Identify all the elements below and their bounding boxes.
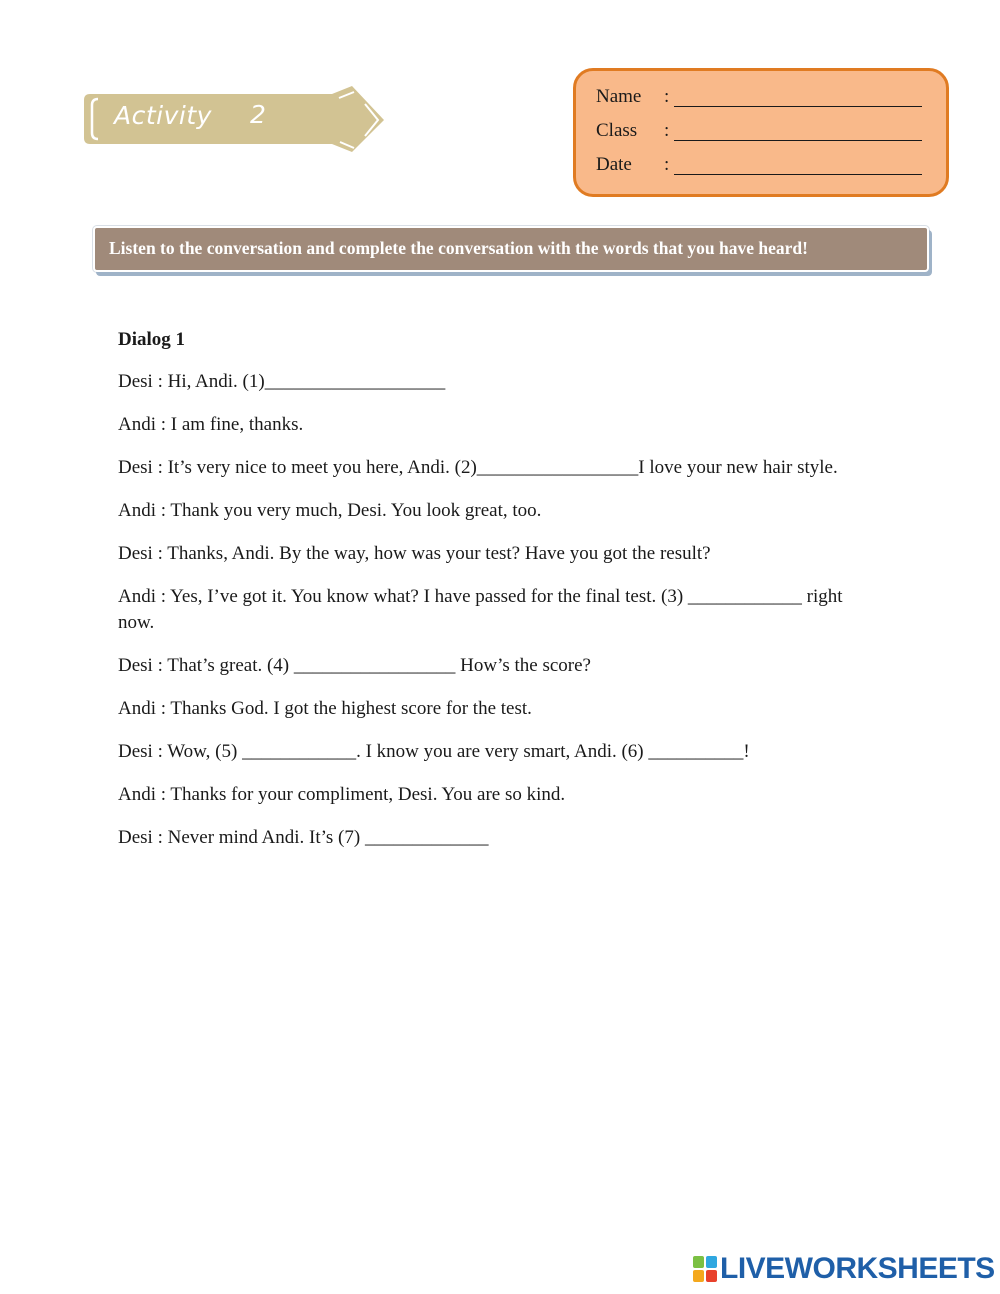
name-input-line[interactable] xyxy=(674,106,922,107)
student-info-box xyxy=(573,68,949,197)
instruction-bar xyxy=(93,226,929,272)
dialog-line: Andi : Thank you very much, Desi. You look great, too. xyxy=(118,500,542,521)
logo-mark-icon xyxy=(693,1256,717,1282)
name-label: Name xyxy=(596,86,642,107)
dialog-line: Andi : I am fine, thanks. xyxy=(118,414,304,435)
dialog-line: Desi : Thanks, Andi. By the way, how was your test? Have you got the result? xyxy=(118,543,711,564)
activity-label: Activity xyxy=(114,101,212,130)
dialog-line: Desi : It’s very nice to meet you here, Andi. (2)_________________I love your new hair style. xyxy=(118,457,838,478)
activity-number: 2 xyxy=(250,100,266,129)
logo-text: LIVEWORKSHEETS xyxy=(720,1252,995,1285)
class-label: Class xyxy=(596,120,638,141)
instruction-text: Listen to the conversation and complete the conversation with the words that you have heard! xyxy=(109,238,808,258)
dialog-line: Desi : That’s great. (4) _________________ How’s the score? xyxy=(118,655,591,676)
dialog-title: Dialog 1 xyxy=(118,329,186,350)
liveworksheets-logo[interactable] xyxy=(693,1253,995,1285)
date-colon: : xyxy=(664,154,670,175)
activity-banner xyxy=(82,84,392,156)
dialog-line: Andi : Thanks for your compliment, Desi. You are so kind. xyxy=(118,784,566,805)
date-input-line[interactable] xyxy=(674,174,922,175)
dialog-line: Andi : Yes, I’ve got it. You know what? I have passed for the final test. (3) ____________ right now. xyxy=(118,586,843,633)
dialog-section xyxy=(118,327,878,868)
class-colon: : xyxy=(664,120,670,141)
class-input-line[interactable] xyxy=(674,140,922,141)
dialog-line: Desi : Hi, Andi. (1)___________________ xyxy=(118,371,446,392)
dialog-line: Andi : Thanks God. I got the highest score for the test. xyxy=(118,698,532,719)
date-label: Date xyxy=(596,154,632,175)
dialog-line: Desi : Never mind Andi. It’s (7) _____________ xyxy=(118,827,489,848)
name-colon: : xyxy=(664,86,670,107)
dialog-line: Desi : Wow, (5) ____________. I know you are very smart, Andi. (6) __________! xyxy=(118,741,750,762)
